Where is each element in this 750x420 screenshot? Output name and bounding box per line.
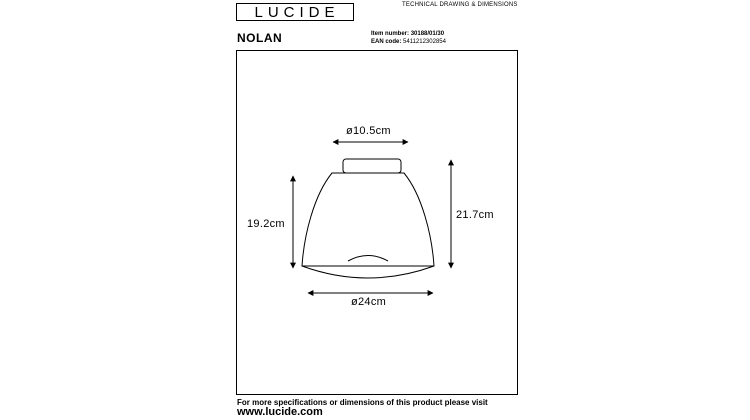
shade-opening [302, 266, 434, 278]
ean-label: EAN code: [371, 39, 402, 45]
shade-height-label: 19.2cm [247, 218, 285, 230]
document-type: TECHNICAL DRAWING & DIMENSIONS [402, 2, 518, 8]
logo-text: LUCIDE [254, 3, 340, 21]
ean-value: 5411212302854 [403, 39, 446, 45]
item-info [371, 30, 446, 46]
item-number-row [371, 30, 446, 38]
bulb-outline [348, 256, 388, 262]
top-diameter-label: ø10.5cm [346, 125, 391, 137]
bottom-diameter-label: ø24cm [351, 296, 387, 308]
product-name: NOLAN [237, 31, 283, 45]
lamp-shade [302, 173, 434, 266]
item-number-label: Item number: [371, 31, 410, 37]
lucide-logo [236, 3, 354, 21]
total-height-label: 21.7cm [456, 209, 494, 221]
footer-note: For more specifications or dimensions of this product please visit [237, 398, 488, 407]
item-number-value: 30188/01/30 [410, 31, 445, 37]
website-link[interactable]: www.lucide.com [237, 406, 323, 418]
ean-row [371, 38, 446, 46]
ceiling-canopy [343, 159, 401, 173]
